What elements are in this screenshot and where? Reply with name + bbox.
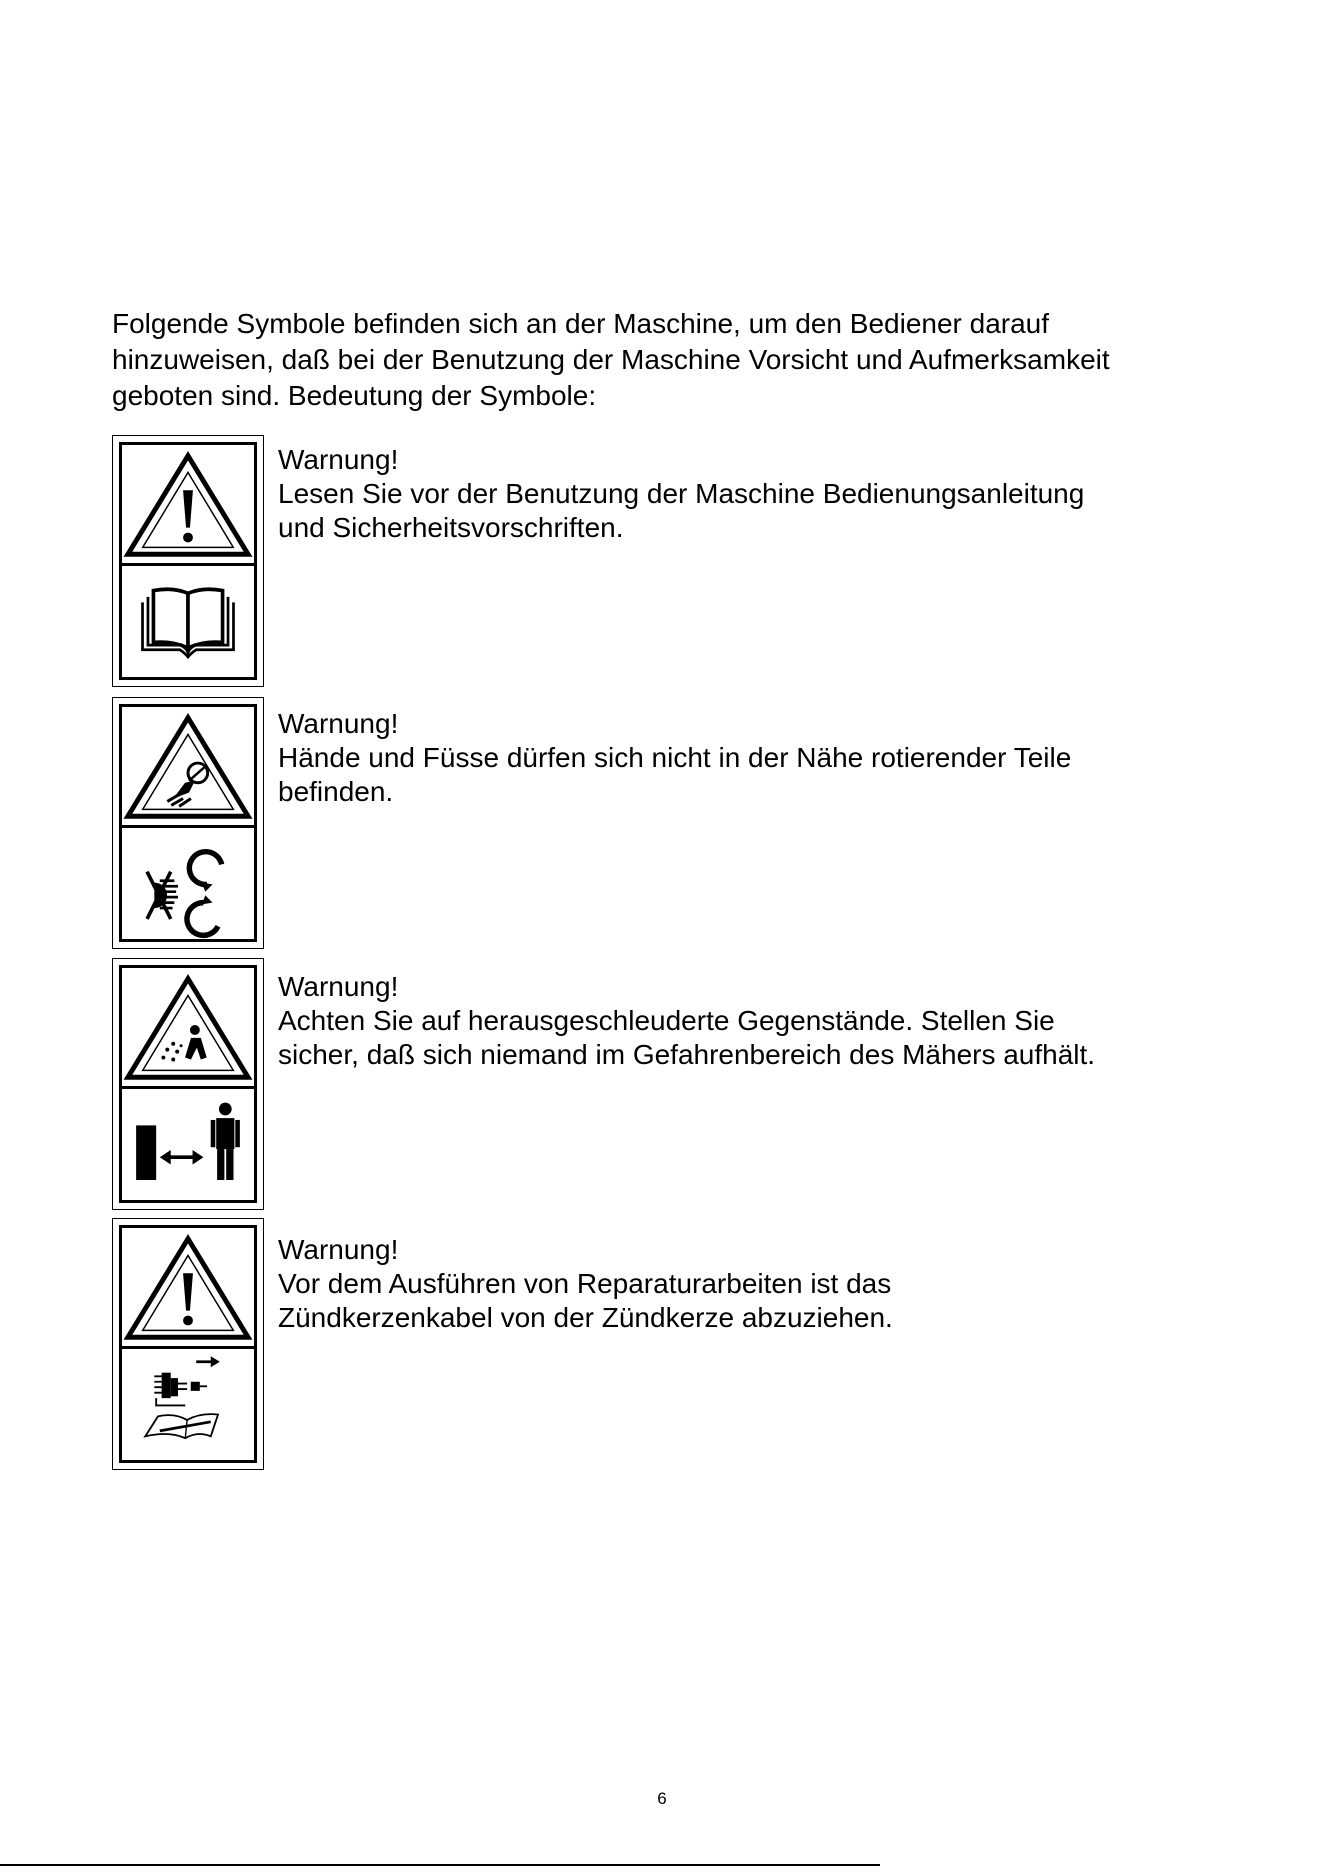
warning-triangle-icon (122, 1228, 254, 1346)
warning-title: Warnung! (278, 708, 399, 739)
thrown-objects-triangle-icon (122, 968, 254, 1086)
warning-title: Warnung! (278, 1234, 399, 1265)
warning-line: Hände und Füsse dürfen sich nicht in der Nähe rotierender Teile (278, 742, 1072, 773)
warning-line: Achten Sie auf herausgeschleuderte Gegenstände. Stellen Sie (278, 1005, 1055, 1036)
warning-triangle-icon (122, 445, 254, 563)
intro-line: geboten sind. Bedeutung der Symbole: (112, 380, 597, 411)
warning-text-1 (278, 443, 1238, 545)
intro-line: hinzuweisen, daß bei der Benutzung der Maschine Vorsicht und Aufmerksamkeit (112, 344, 1110, 375)
warning-text-4 (278, 1233, 1238, 1335)
warning-title: Warnung! (278, 444, 399, 475)
warning-line: Zündkerzenkabel von der Zündkerze abzuziehen. (278, 1302, 893, 1333)
warning-line: Lesen Sie vor der Benutzung der Maschine Bedienungsanleitung (278, 478, 1085, 509)
warning-line: befinden. (278, 776, 394, 807)
warning-title: Warnung! (278, 971, 399, 1002)
intro-paragraph (112, 306, 1242, 414)
warning-line: und Sicherheitsvorschriften. (278, 512, 624, 543)
warning-text-3 (278, 970, 1238, 1072)
symbol-box-thrown-objects (112, 958, 264, 1210)
warning-line: Vor dem Ausführen von Reparaturarbeiten ist das (278, 1268, 892, 1299)
page-number: 6 (657, 1789, 667, 1808)
warning-line: sicher, daß sich niemand im Gefahrenbereich des Mähers aufhält. (278, 1039, 1096, 1070)
keep-distance-icon (122, 1089, 254, 1200)
rotating-blade-icon (122, 828, 254, 939)
symbol-box-spark-plug (112, 1218, 264, 1470)
spark-plug-disconnect-icon (122, 1349, 254, 1460)
manual-book-icon (122, 566, 254, 677)
intro-line: Folgende Symbole befinden sich an der Maschine, um den Bediener darauf (112, 308, 1050, 339)
symbol-box-rotating-parts (112, 697, 264, 949)
hand-injury-triangle-icon (122, 707, 254, 825)
symbol-box-read-manual (112, 435, 264, 687)
bottom-rule (0, 1864, 880, 1866)
warning-text-2 (278, 707, 1238, 809)
